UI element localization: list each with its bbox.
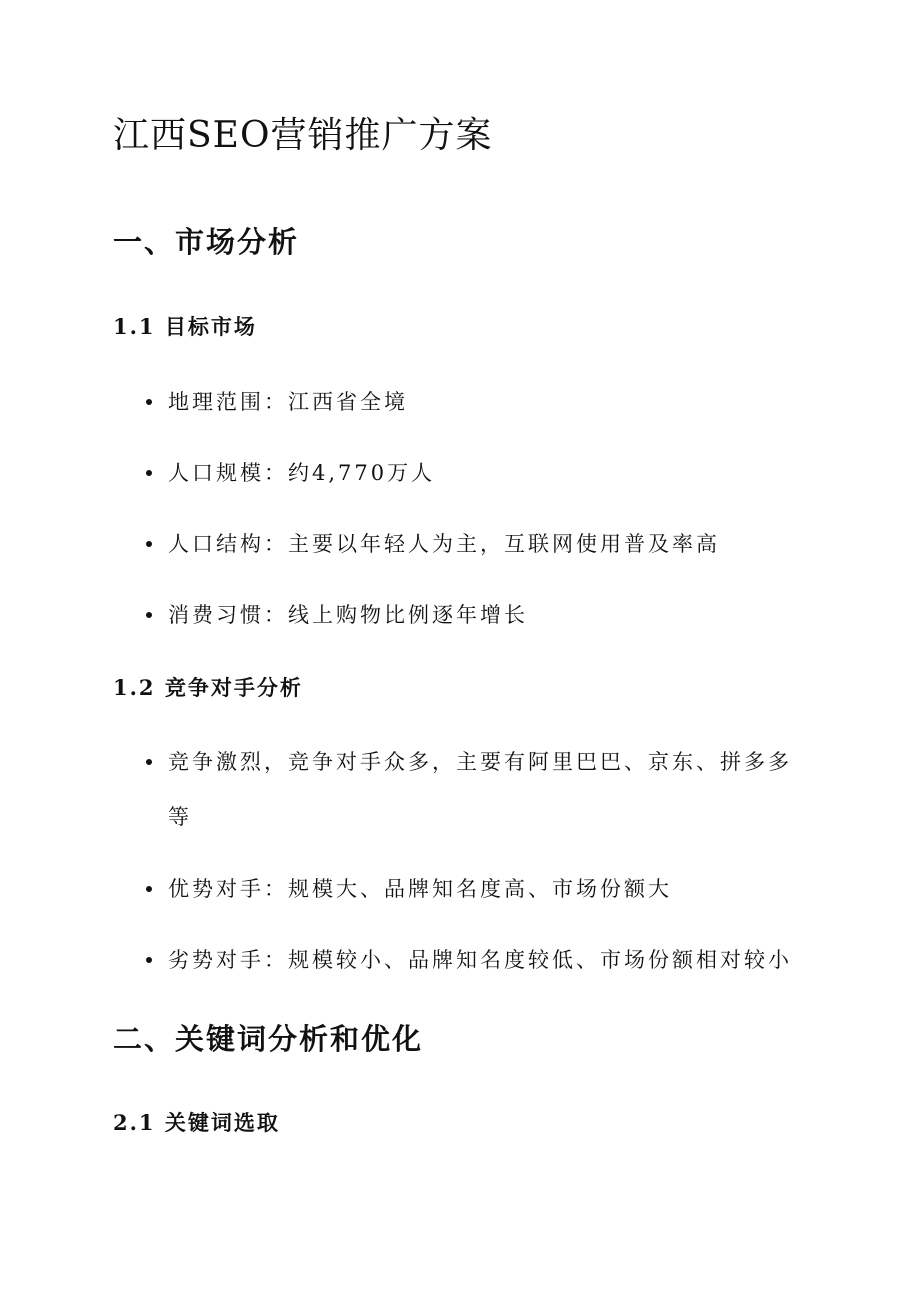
- document-title: 江西SEO营销推广方案: [113, 115, 493, 156]
- subsection-heading-competitor-analysis: 1.2 竞争对手分析: [113, 675, 303, 700]
- list-item-text: 地理范围：江西省全境: [168, 390, 408, 414]
- subsection-heading-target-market: 1.1 目标市场: [113, 314, 257, 339]
- list-item: [146, 862, 796, 917]
- bullet-icon: [146, 612, 152, 618]
- bullet-icon: [146, 957, 152, 963]
- list-item: [146, 735, 796, 845]
- list-item: [146, 446, 796, 501]
- list-item-text: 劣势对手：规模较小、品牌知名度较低、市场份额相对较小: [168, 948, 792, 972]
- subsection-heading-keyword-selection: 2.1 关键词选取: [113, 1110, 280, 1135]
- list-item-text: 竞争激烈，竞争对手众多，主要有阿里巴巴、京东、拼多多等: [168, 750, 792, 829]
- list-item-text: 人口规模：约4,770万人: [168, 461, 436, 485]
- list-item: [146, 933, 796, 988]
- section-heading-keyword-analysis: 二、关键词分析和优化: [113, 1022, 424, 1056]
- bullet-icon: [146, 759, 152, 765]
- list-item-text: 消费习惯：线上购物比例逐年增长: [168, 603, 528, 627]
- bullet-icon: [146, 541, 152, 547]
- bullet-icon: [146, 399, 152, 405]
- list-item: [146, 588, 796, 643]
- section-heading-market-analysis: 一、市场分析: [113, 225, 300, 259]
- bullet-icon: [146, 886, 152, 892]
- list-item-text: 优势对手：规模大、品牌知名度高、市场份额大: [168, 877, 672, 901]
- list-item: [146, 375, 796, 430]
- list-item-text: 人口结构：主要以年轻人为主，互联网使用普及率高: [168, 532, 720, 556]
- list-item: [146, 517, 796, 572]
- bullet-icon: [146, 470, 152, 476]
